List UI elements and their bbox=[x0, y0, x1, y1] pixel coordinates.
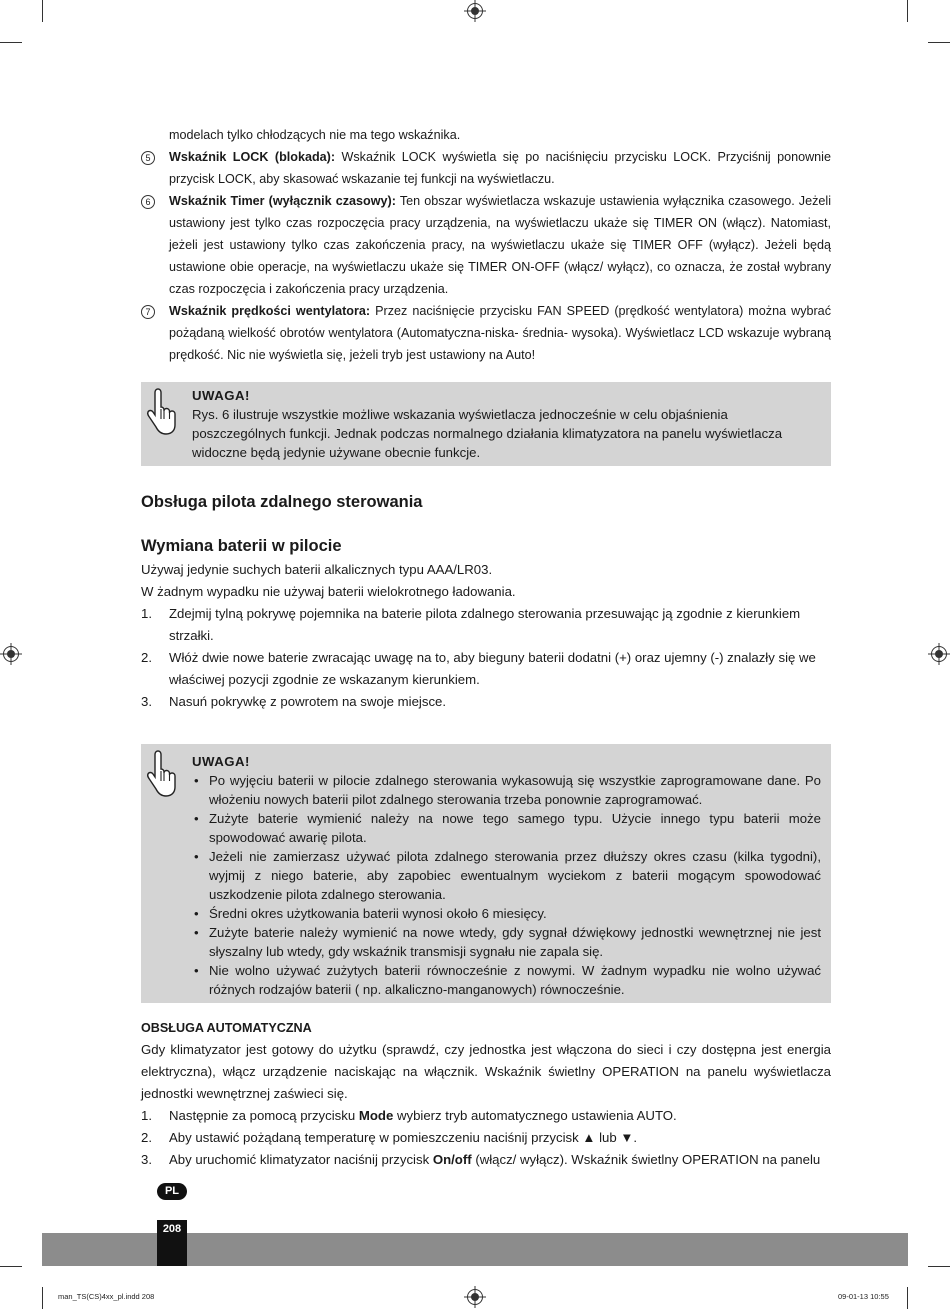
indicator-title: Wskaźnik LOCK (blokada): bbox=[169, 150, 336, 164]
indicator-section bbox=[141, 124, 831, 366]
indicator-text: Wskaźnik LOCK wyświetla się po naciśnięciu przycisku LOCK. Przyciśnij ponownie przycisk LOCK, aby skasować wskazanie tej funkcji na wyświetlaczu. bbox=[169, 150, 831, 186]
slug-file: man_TS(CS)4xx_pl.indd 208 bbox=[58, 1292, 155, 1301]
circled-number: 6 bbox=[141, 195, 155, 209]
crop-mark bbox=[42, 0, 43, 22]
battery-line: W żadnym wypadku nie używaj baterii wielokrotnego ładowania. bbox=[141, 584, 516, 599]
indicator-text: Ten obszar wyświetlacza wskazuje ustawienia wyłącznika czasowego. Jeżeli ustawiony jest tylko czas rozpoczęcia pracy urządzenia, na wyświetlaczu ukaże się TIMER ON (włącz). Natomiast, jeżeli jest ustawiony tylko czas zakończenia pracy, na wyświetlaczu ukaże się TIMER OFF (wyłącz). Jeżeli będą ustawione obie operacje, na wyświetlaczu ukaże się TIMER ON-OFF (włącz/ wyłącz), co oznacza, że został wybrany czas rozpoczęcia i zakończenia pracy urządzenia. bbox=[169, 194, 832, 296]
battery-section bbox=[141, 559, 831, 713]
registration-mark-icon bbox=[3, 646, 19, 662]
note-bullet: • Zużyte baterie należy wymienić na nowe wtedy, gdy sygnał dźwiękowy jednostki wewnętrznej nie jest słyszalny lub wtedy, gdy wskaźnik transmisji sygnału nie zapala się. bbox=[192, 923, 821, 961]
indicator-title: Wskaźnik prędkości wentylatora: bbox=[169, 304, 371, 318]
page-number: 208 bbox=[157, 1220, 187, 1266]
note-title: UWAGA! bbox=[192, 754, 250, 769]
language-badge: PL bbox=[157, 1183, 187, 1200]
auto-heading: OBSŁUGA AUTOMATYCZNA bbox=[141, 1021, 312, 1035]
note-text: Rys. 6 ilustruje wszystkie możliwe wskazania wyświetlacza jednocześnie w celu objaśnienia poszczególnych funkcji. Jednak podczas normalnego działania klimatyzatora na panelu wyświetlacza widoczne będą jedynie używane obecnie funkcje. bbox=[192, 407, 783, 460]
registration-mark-icon bbox=[467, 1289, 483, 1305]
crop-mark bbox=[0, 42, 22, 43]
auto-section bbox=[141, 1017, 831, 1171]
battery-line: Używaj jedynie suchych baterii alkalicznych typu AAA/LR03. bbox=[141, 562, 493, 577]
crop-mark bbox=[907, 1287, 908, 1309]
list-item: 2. Włóż dwie nowe baterie zwracając uwagę na to, aby bieguny baterii dodatni (+) oraz ujemny (-) znalazły się we właściwej pozycji zgodnie ze wskazanym kierunkiem. bbox=[141, 650, 816, 687]
registration-mark-icon bbox=[931, 646, 947, 662]
note-bullet: • Nie wolno używać zużytych baterii równocześnie z nowymi. W żadnym wypadku nie wolno używać różnych rodzajów baterii ( np. alkaliczno-manganowych) równocześnie. bbox=[192, 961, 821, 999]
registration-mark-icon bbox=[467, 3, 483, 19]
list-item: 1. Następnie za pomocą przycisku Mode wybierz tryb automatycznego ustawienia AUTO. bbox=[141, 1108, 677, 1123]
list-item: 3. Aby uruchomić klimatyzator naciśnij przycisk On/off (włącz/ wyłącz). Wskaźnik świetlny OPERATION na panelu bbox=[141, 1152, 821, 1167]
list-item: 2. Aby ustawić pożądaną temperaturę w pomieszczeniu naciśnij przycisk ▲ lub ▼. bbox=[141, 1130, 638, 1145]
crop-mark bbox=[0, 1266, 22, 1267]
note-box bbox=[141, 744, 831, 1003]
crop-mark bbox=[907, 0, 908, 22]
note-bullet: • Średni okres użytkowania baterii wynosi około 6 miesięcy. bbox=[192, 904, 821, 923]
list-item: 3. Nasuń pokrywkę z powrotem na swoje miejsce. bbox=[141, 694, 447, 709]
auto-intro: Gdy klimatyzator jest gotowy do użytku (sprawdź, czy jednostka jest włączona do sieci i czy dostępna jest energia elektryczna), włącz urządzenie naciskając na włącznik. Wskaźnik świetlny OPERATION na panelu wyświetlacza jednostki wewnętrznej zaświeci się. bbox=[141, 1042, 831, 1101]
crop-mark bbox=[42, 1287, 43, 1309]
note-bullet: • Po wyjęciu baterii w pilocie zdalnego sterowania wykasowują się wszystkie zaprogramowane dane. Po włożeniu nowych baterii pilot zdalnego sterowania trzeba ponownie zaprogramować. bbox=[192, 771, 821, 809]
section-heading: Obsługa pilota zdalnego sterowania bbox=[141, 493, 423, 511]
pointing-hand-icon bbox=[146, 749, 178, 803]
indicator-item bbox=[141, 190, 831, 300]
slug-date: 09-01-13 10:55 bbox=[838, 1292, 889, 1301]
crop-mark bbox=[928, 42, 950, 43]
pointing-hand-icon bbox=[146, 387, 178, 441]
note-bullet: • Zużyte baterie wymienić należy na nowe tego samego typu. Użycie innego typu baterii może spowodować awarię pilota. bbox=[192, 809, 821, 847]
indicator-title: Wskaźnik Timer (wyłącznik czasowy): bbox=[169, 194, 396, 208]
list-item: 1. Zdejmij tylną pokrywę pojemnika na baterie pilota zdalnego sterowania przesuwając ją zgodnie z kierunkiem strzałki. bbox=[141, 606, 801, 643]
note-box bbox=[141, 382, 831, 466]
section-heading: Wymiana baterii w pilocie bbox=[141, 537, 342, 555]
note-bullet-list bbox=[192, 771, 821, 999]
indicator-item bbox=[141, 300, 831, 366]
circled-number: 7 bbox=[141, 305, 155, 319]
crop-mark bbox=[928, 1266, 950, 1267]
note-title: UWAGA! bbox=[192, 388, 250, 403]
note-bullet: • Jeżeli nie zamierzasz używać pilota zdalnego sterowania przez dłuższy okres czasu (kilka tygodni), wyjmij z niego baterie, aby zapobiec ewentualnym wyciekom z baterii mogącym spowodować uszkodzenie pilota zdalnego sterowania. bbox=[192, 847, 821, 904]
indicator-item bbox=[141, 146, 831, 190]
indicator-text: Przez naciśnięcie przycisku FAN SPEED (prędkość wentylatora) można wybrać pożądaną wielkość obrotów wentylatora (Automatyczna-niska- średnia- wysoka). Wyświetlacz LCD wskazuje wybraną prędkość. Nic nie wyświetla się, jeżeli tryb jest ustawiony na Auto! bbox=[169, 304, 831, 362]
intro-continuation: modelach tylko chłodzących nie ma tego wskaźnika. bbox=[169, 128, 461, 142]
circled-number: 5 bbox=[141, 151, 155, 165]
